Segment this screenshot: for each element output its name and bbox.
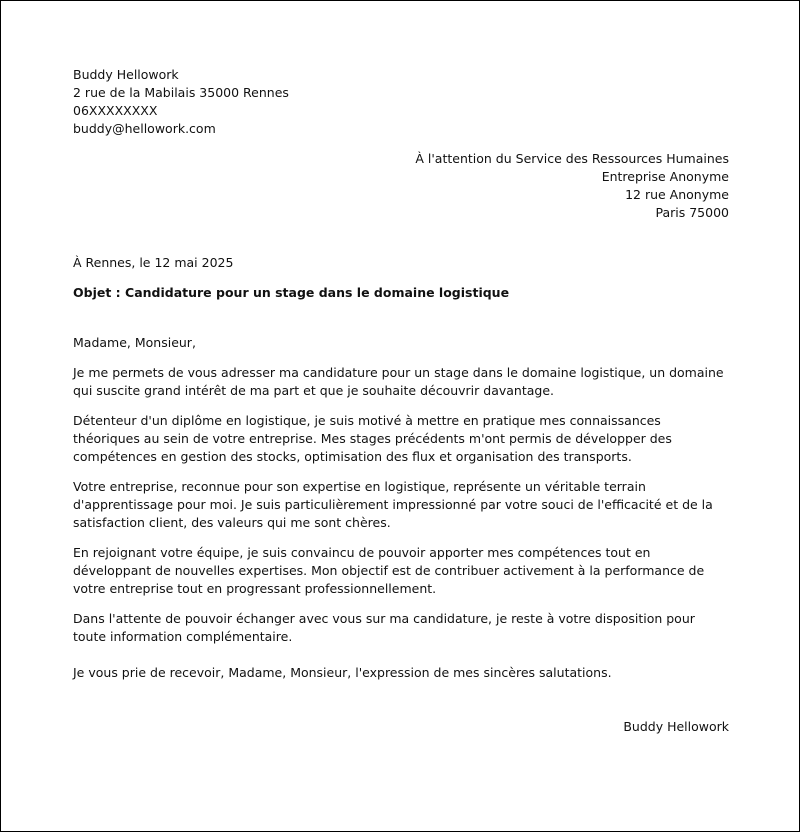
closing-formula: Je vous prie de recevoir, Madame, Monsieur, l'expression de mes sincères salutations. [73,665,612,680]
paragraph-background: Détenteur d'un diplôme en logistique, je suis motivé à mettre en pratique mes connaissances théoriques au sein de votre entreprise. Mes stages précédents m'ont permis de développer des compétences en gestion des stocks, optimisation des flux et organisation des transports. [73,413,672,464]
subject-line: Objet : Candidature pour un stage dans le domaine logistique [73,285,510,300]
date-line: À Rennes, le 12 mai 2025 [73,255,234,270]
recipient-attention: À l'attention du Service des Ressources Humaines [415,151,729,166]
sender-email: buddy@hellowork.com [73,121,216,136]
sender-block [73,66,729,138]
recipient-block [73,150,729,222]
recipient-city: Paris 75000 [655,205,729,220]
paragraph-availability: Dans l'attente de pouvoir échanger avec vous sur ma candidature, je reste à votre disposition pour toute information complémentaire. [73,611,695,644]
sender-phone: 06XXXXXXXX [73,103,158,118]
sender-address: 2 rue de la Mabilais 35000 Rennes [73,85,289,100]
sender-name: Buddy Hellowork [73,67,179,82]
paragraph-company: Votre entreprise, reconnue pour son expertise en logistique, représente un véritable terrain d'apprentissage pour moi. Je suis particulièrement impressionné par votre souci de l'efficacité et de la satisfaction client, des valeurs qui me sont chères. [73,479,713,530]
paragraph-goals: En rejoignant votre équipe, je suis convaincu de pouvoir apporter mes compétences tout en développant de nouvelles expertises. Mon objectif est de contribuer activement à la performance de votre entreprise tout en progressant professionnellement. [73,545,705,596]
recipient-company: Entreprise Anonyme [601,169,729,184]
recipient-street: 12 rue Anonyme [625,187,729,202]
signature: Buddy Hellowork [623,719,729,734]
paragraph-intro: Je me permets de vous adresser ma candidature pour un stage dans le domaine logistique, un domaine qui suscite grand intérêt de ma part et que je souhaite découvrir davantage. [73,365,724,398]
letter-content [73,66,729,736]
salutation: Madame, Monsieur, [73,335,196,350]
